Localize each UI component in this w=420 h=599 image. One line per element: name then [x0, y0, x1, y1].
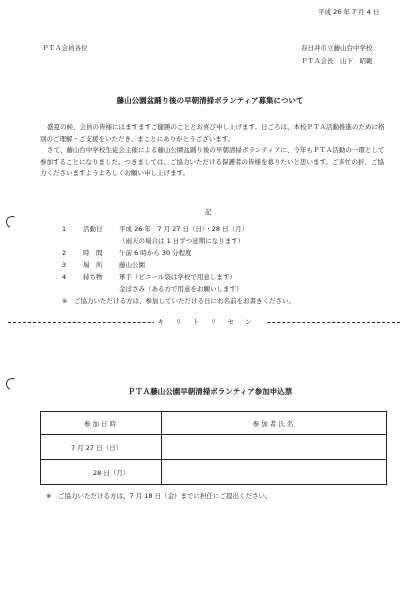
note: ※ ご協力いただける方は、参加していただける日にお名前をお書きください。: [62, 297, 295, 305]
sender-name: ＰＴＡ会長 山下 昭範: [301, 57, 373, 65]
form-footer-note: ※ ご協力いただける方は、7 月 18 日（金）までに担任にご提出ください。: [46, 492, 272, 500]
table-row: [41, 435, 387, 460]
date-cell: 28 日（月）: [41, 460, 162, 485]
school-name: 春日井市立藤山台中学校: [301, 44, 373, 52]
name-input-cell[interactable]: [162, 460, 387, 485]
list-item: （雨天の場合は 1 日ずつ延期になります）: [119, 237, 245, 245]
form-title: ＰＴＡ藤山公園早朝清掃ボランティア参加申込票: [127, 387, 293, 396]
list-item: 4 持ち物 軍手（ビニール袋は学校で用意します）: [62, 273, 236, 281]
recipient: ＰＴＡ会員各位: [42, 44, 88, 52]
body-text: [40, 122, 390, 180]
table-header-row: [41, 412, 387, 435]
list-item: 金ばさみ（ある方で用意をお願いします）: [119, 285, 243, 293]
column-date-header: 参加日時: [41, 412, 162, 435]
paragraph-request: さて、藤山台中学校生徒会主催による藤山公園盆踊り後の早朝清掃ボランティアに、今年もＰＴＡ活動の一環として参加することになりました。つきましては、ご協力いただける保護者の皆様を募りたいと思います。ご多忙の折、ご協力くださいますようよろしくお願い申し上げます。: [40, 146, 385, 177]
list-item: 2 時 間 午前 6 時から 30 分程度: [62, 249, 192, 257]
cut-line-label: キリトリセン: [0, 317, 420, 326]
column-name-header: 参加者氏名: [162, 412, 387, 435]
punch-hole-top: [4, 214, 19, 229]
issue-date: 平成 26 年 7 月 4 日: [318, 8, 380, 16]
name-input-cell[interactable]: [162, 435, 387, 460]
paragraph-greeting: 盛夏の候、会員の皆様にはますますご健勝のこととお喜び申し上げます。日ごろは、本校ＰＴＡ活動推進のために格別のご理解・ご支援をいただき、まことにありがとうございます。: [40, 123, 385, 143]
list-item: 1 活動日 平成 26 年 7 月 27 日（日）・28 日（月）: [62, 225, 249, 233]
application-table: [40, 411, 387, 485]
list-item: 3 場 所 藤山公園: [62, 261, 145, 269]
date-cell: 7 月 27 日（日）: [41, 435, 162, 460]
table-row: [41, 460, 387, 485]
ki-heading: 記: [205, 208, 212, 216]
page-title: 藤山公園盆踊り後の早朝清掃ボランティア募集について: [116, 96, 304, 105]
